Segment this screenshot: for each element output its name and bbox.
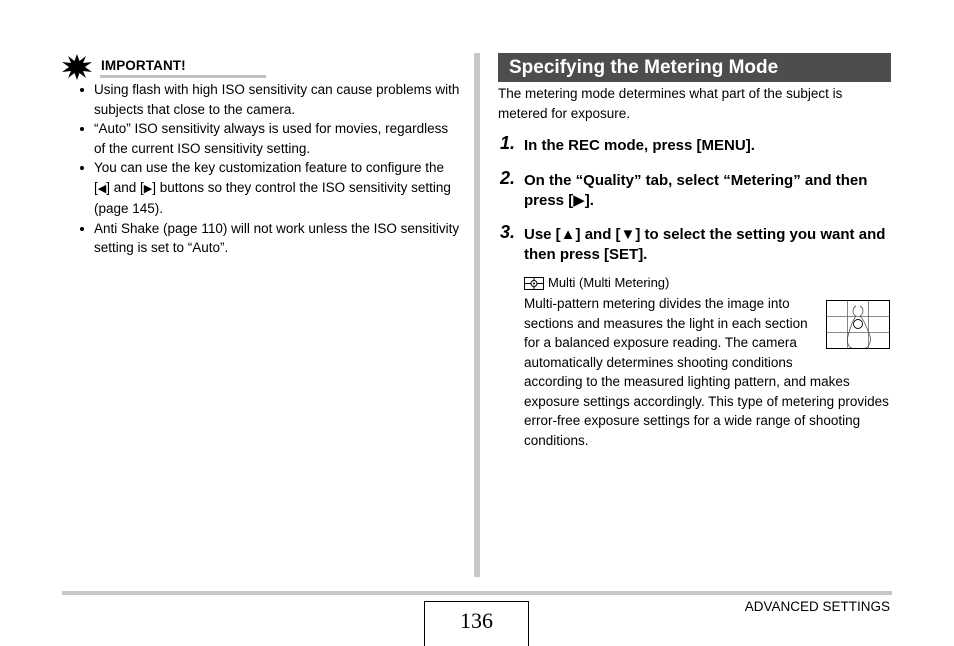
multi-metering-icon bbox=[524, 277, 544, 290]
section-label: ADVANCED SETTINGS bbox=[744, 599, 890, 614]
left-arrow-icon: ◀ bbox=[97, 182, 107, 195]
list-item: You can use the key customization feature to configure the [◀] and [▶] buttons so they control the ISO sensitivity setting (page 145). bbox=[80, 158, 460, 219]
step-number: 3. bbox=[500, 222, 516, 242]
section-intro: The metering mode determines what part of the subject is metered for exposure. bbox=[498, 86, 843, 121]
column-divider bbox=[474, 53, 480, 577]
page-number: 136 bbox=[424, 601, 529, 646]
important-label: IMPORTANT! bbox=[101, 58, 186, 73]
list-item: Using flash with high ISO sensitivity can cause problems with subjects that close to the camera. bbox=[80, 80, 460, 119]
step-text: In the REC mode, press [MENU]. bbox=[524, 137, 755, 154]
multi-metering-diagram bbox=[826, 300, 890, 349]
right-arrow-icon: ▶ bbox=[143, 182, 153, 195]
footer-rule bbox=[62, 591, 892, 595]
step-text: Use [▲] and [▼] to select the setting you want and then press [SET]. bbox=[524, 226, 886, 263]
important-underline bbox=[100, 75, 266, 78]
step-number: 1. bbox=[500, 133, 516, 153]
list-item: “Auto” ISO sensitivity always is used for movies, regardless of the current ISO sensitivity setting. bbox=[80, 119, 460, 158]
important-list bbox=[80, 80, 460, 258]
metering-mode-label: Multi (Multi Metering) bbox=[524, 274, 669, 292]
step-number: 2. bbox=[500, 168, 516, 188]
metering-description: Multi-pattern metering divides the image into sections and measures the light in each section for a balanced exposure reading. The camera automatically determines shooting conditions according to the measured lighting pattern, and makes exposure settings accordingly. This type of metering provides error-free exposure settings for a wide range of shooting conditions. bbox=[524, 296, 889, 448]
important-header bbox=[62, 54, 212, 80]
burst-icon bbox=[62, 54, 92, 80]
step-text: On the “Quality” tab, select “Metering” and then press [▶]. bbox=[524, 172, 868, 209]
list-item: Anti Shake (page 110) will not work unless the ISO sensitivity setting is set to “Auto”. bbox=[80, 219, 460, 258]
section-title: Specifying the Metering Mode bbox=[498, 53, 891, 82]
